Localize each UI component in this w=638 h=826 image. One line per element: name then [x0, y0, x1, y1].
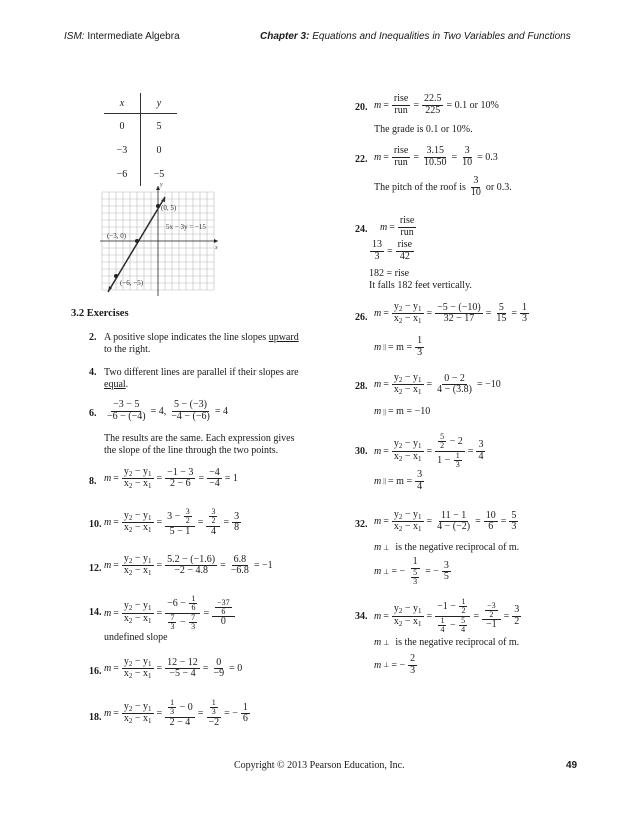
graph-x-label: x	[215, 245, 218, 251]
ex26-equation: m = $\frac{y_2 - y_1}{x_2 - x_1}$ = $\frac{-5 - (-10)}{32 - 17}$ = $\frac{5}{15}$ = $\frac{1}{3}$	[374, 301, 528, 326]
footer-page-number: 49	[566, 760, 578, 771]
ex24-result	[369, 268, 472, 292]
ex14-equation: m = $\frac{y_2 - y_1}{x_2 - x_1}$ = −6 − $\frac{1}{6}$ $\frac{7}{3}$ − $\frac{7}{3}$ = $\frac{\frac{-37}{6}}{0}$	[104, 595, 236, 632]
ex4-text	[104, 367, 299, 391]
ex6-note-line1: The results are the same. Each expression gives	[104, 433, 295, 444]
table-header-y: y	[141, 93, 178, 114]
ex12-num: 12.	[89, 563, 102, 574]
ex30-parallel: m || = m = $\frac{3}{4}$	[374, 469, 423, 492]
point-0-5	[156, 204, 160, 208]
table-cell: 5	[156, 120, 162, 132]
table-cell: −3	[104, 138, 141, 162]
ex14-num: 14.	[89, 607, 102, 618]
ex22-num: 22.	[355, 154, 368, 165]
graph-equation-label: 5x − 3y = −15	[166, 223, 206, 231]
ex4-text-part1: Two different lines are parallel if their slopes are	[104, 367, 299, 378]
ex22-equation: m = $\frac{\text{rise}}{\text{run}}$ = $\frac{3.15}{10.50}$ = $\frac{3}{10}$ = 0.3	[374, 145, 498, 168]
ex20-note: The grade is 0.1 or 10%.	[374, 124, 473, 135]
ex28-equation: m = $\frac{y_2 - y_1}{x_2 - x_1}$ = $\frac{0 - 2}{4 - (3.8)}$ = −10	[374, 372, 501, 397]
ex14-note: undefined slope	[104, 632, 168, 643]
section-title: 3.2 Exercises	[71, 308, 129, 319]
ex22-note-post: or 0.3.	[485, 181, 512, 193]
ex22-note: The pitch of the roof is $\frac{3}{10}$ or 0.3.	[374, 175, 512, 198]
ex6-note-line2: the slope of the line through the two points.	[104, 445, 279, 456]
footer-copyright: Copyright © 2013 Pearson Education, Inc.	[234, 760, 405, 771]
ex24-line3: 182 = rise	[369, 268, 410, 279]
ex24-line4: It falls 182 feet vertically.	[369, 280, 472, 291]
ex6-note	[104, 433, 295, 457]
ex4-answer: equal	[104, 379, 126, 390]
header-right	[260, 31, 571, 42]
ex4-text-end: .	[125, 379, 129, 390]
ex6-equation: $\frac{-3 - 5}{-6 - (-4)}$ = 4, $\frac{5 - (-3)}{-4 - (-6)}$ = 4	[107, 399, 228, 422]
header-chapter-label: Chapter 3:	[260, 31, 310, 42]
ex32-equation: m = $\frac{y_2 - y_1}{x_2 - x_1}$ = $\frac{11 - 1}{4 - (-2)}$ = $\frac{10}{6}$ = $\frac{5}{3}$	[374, 509, 517, 534]
ex24-equation1: m = $\frac{\text{rise}}{\text{run}}$	[380, 215, 415, 238]
line-graph	[100, 180, 226, 298]
xy-table	[104, 93, 177, 186]
table-cell: −5	[153, 168, 165, 180]
ex22-note-pre: The pitch of the roof is	[374, 181, 466, 193]
ex32-note: m ⊥ is the negative reciprocal of m.	[374, 542, 520, 553]
ex24-num: 24.	[355, 224, 368, 235]
ex18-num: 18.	[89, 712, 102, 723]
ex12-equation: m = $\frac{y_2 - y_1}{x_2 - x_1}$ = $\frac{5.2 - (-1.6)}{-2 - 4.8}$ = $\frac{6.8}{-6.8}$ = −1	[104, 553, 273, 578]
ex26-num: 26.	[355, 312, 368, 323]
ex2-text	[104, 332, 299, 356]
ex16-num: 16.	[89, 666, 102, 677]
ex20-equation: m = $\frac{\text{rise}}{\text{run}}$ = $\frac{22.5}{225}$ = 0.1 or 10%	[374, 93, 499, 116]
point-neg3-0	[135, 239, 139, 243]
point-neg6-neg5	[114, 274, 118, 278]
table-header-x: x	[104, 93, 141, 114]
table-cell: −6	[104, 162, 141, 186]
ex20-num: 20.	[355, 102, 368, 113]
header-book-abbrev: ISM:	[64, 31, 85, 42]
ex16-equation: m = $\frac{y_2 - y_1}{x_2 - x_1}$ = $\frac{12 - 12}{-5 - 4}$ = $\frac{0}{-9}$ = 0	[104, 656, 243, 681]
header-chapter-title: Equations and Inequalities in Two Variables and Functions	[312, 31, 571, 42]
graph-y-label: y	[160, 182, 163, 188]
ex4-num: 4.	[89, 367, 97, 378]
ex32-note-text: is the negative reciprocal of m.	[395, 542, 520, 553]
ex30-equation: m = $\frac{y_2 - y_1}{x_2 - x_1}$ = $\frac{5}{2}$ − 2 1 − $\frac{1}{3}$ = $\frac{3}{4}$	[374, 432, 484, 470]
ex32-num: 32.	[355, 519, 368, 530]
ex2-answer: upward	[268, 332, 299, 343]
graph-point-b-label: (−3, 0)	[107, 232, 127, 240]
table-cell: 0	[156, 144, 162, 156]
table-cell: 0	[104, 114, 141, 139]
ex8-num: 8.	[89, 476, 97, 487]
ex8-equation: m = $\frac{y_2 - y_1}{x_2 - x_1}$ = $\frac{-1 - 3}{2 - 6}$ = $\frac{-4}{-4}$ = 1	[104, 466, 238, 491]
ex34-note-text: is the negative reciprocal of m.	[395, 637, 520, 648]
ex34-num: 34.	[355, 611, 368, 622]
ex6-num: 6.	[89, 408, 97, 419]
header-book-title: Intermediate Algebra	[87, 31, 180, 42]
ex28-parallel: m || = m = −10	[374, 406, 431, 417]
ex34-note: m ⊥ is the negative reciprocal of m.	[374, 637, 520, 648]
x-axis-arrow	[214, 239, 218, 243]
ex32-perpendicular: m ⊥ = − $\frac{1}{\frac{5}{3}}$ = − $\frac{3}{5}$	[374, 556, 449, 586]
ex10-num: 10.	[89, 519, 102, 530]
ex34-equation: m = $\frac{y_2 - y_1}{x_2 - x_1}$ = −1 − $\frac{1}{2}$ $\frac{1}{4}$ − $\frac{5}{4}$ = $\frac{\frac{-3}{2}}{-1}$ = $\frac{3}{2}$	[374, 597, 520, 635]
ex2-text-part2: to the right.	[104, 344, 151, 355]
ex24-equation2: $\frac{13}{3}$ = $\frac{\text{rise}}{42}$	[372, 239, 413, 262]
graph-point-a-label: (0, 5)	[161, 204, 177, 212]
ex2-num: 2.	[89, 332, 97, 343]
ex30-num: 30.	[355, 446, 368, 457]
header-left	[64, 31, 180, 42]
ex28-num: 28.	[355, 381, 368, 392]
ex18-equation: m = $\frac{y_2 - y_1}{x_2 - x_1}$ = $\frac{1}{3}$ − 0 2 − 4 = $\frac{\frac{1}{3}}{-2}$ = − $\frac{1}{6}$	[104, 698, 248, 728]
ex2-text-part1: A positive slope indicates the line slopes	[104, 332, 269, 343]
ex34-perpendicular: m ⊥ = − $\frac{2}{3}$	[374, 653, 416, 676]
ex10-equation: m = $\frac{y_2 - y_1}{x_2 - x_1}$ = 3 − $\frac{3}{2}$ 5 − 1 = $\frac{\frac{3}{2}}{4}$ = $\frac{3}{8}$	[104, 507, 240, 537]
graph-point-c-label: (−6, −5)	[120, 279, 144, 287]
ex26-parallel: m || = m = $\frac{1}{3}$	[374, 335, 423, 358]
